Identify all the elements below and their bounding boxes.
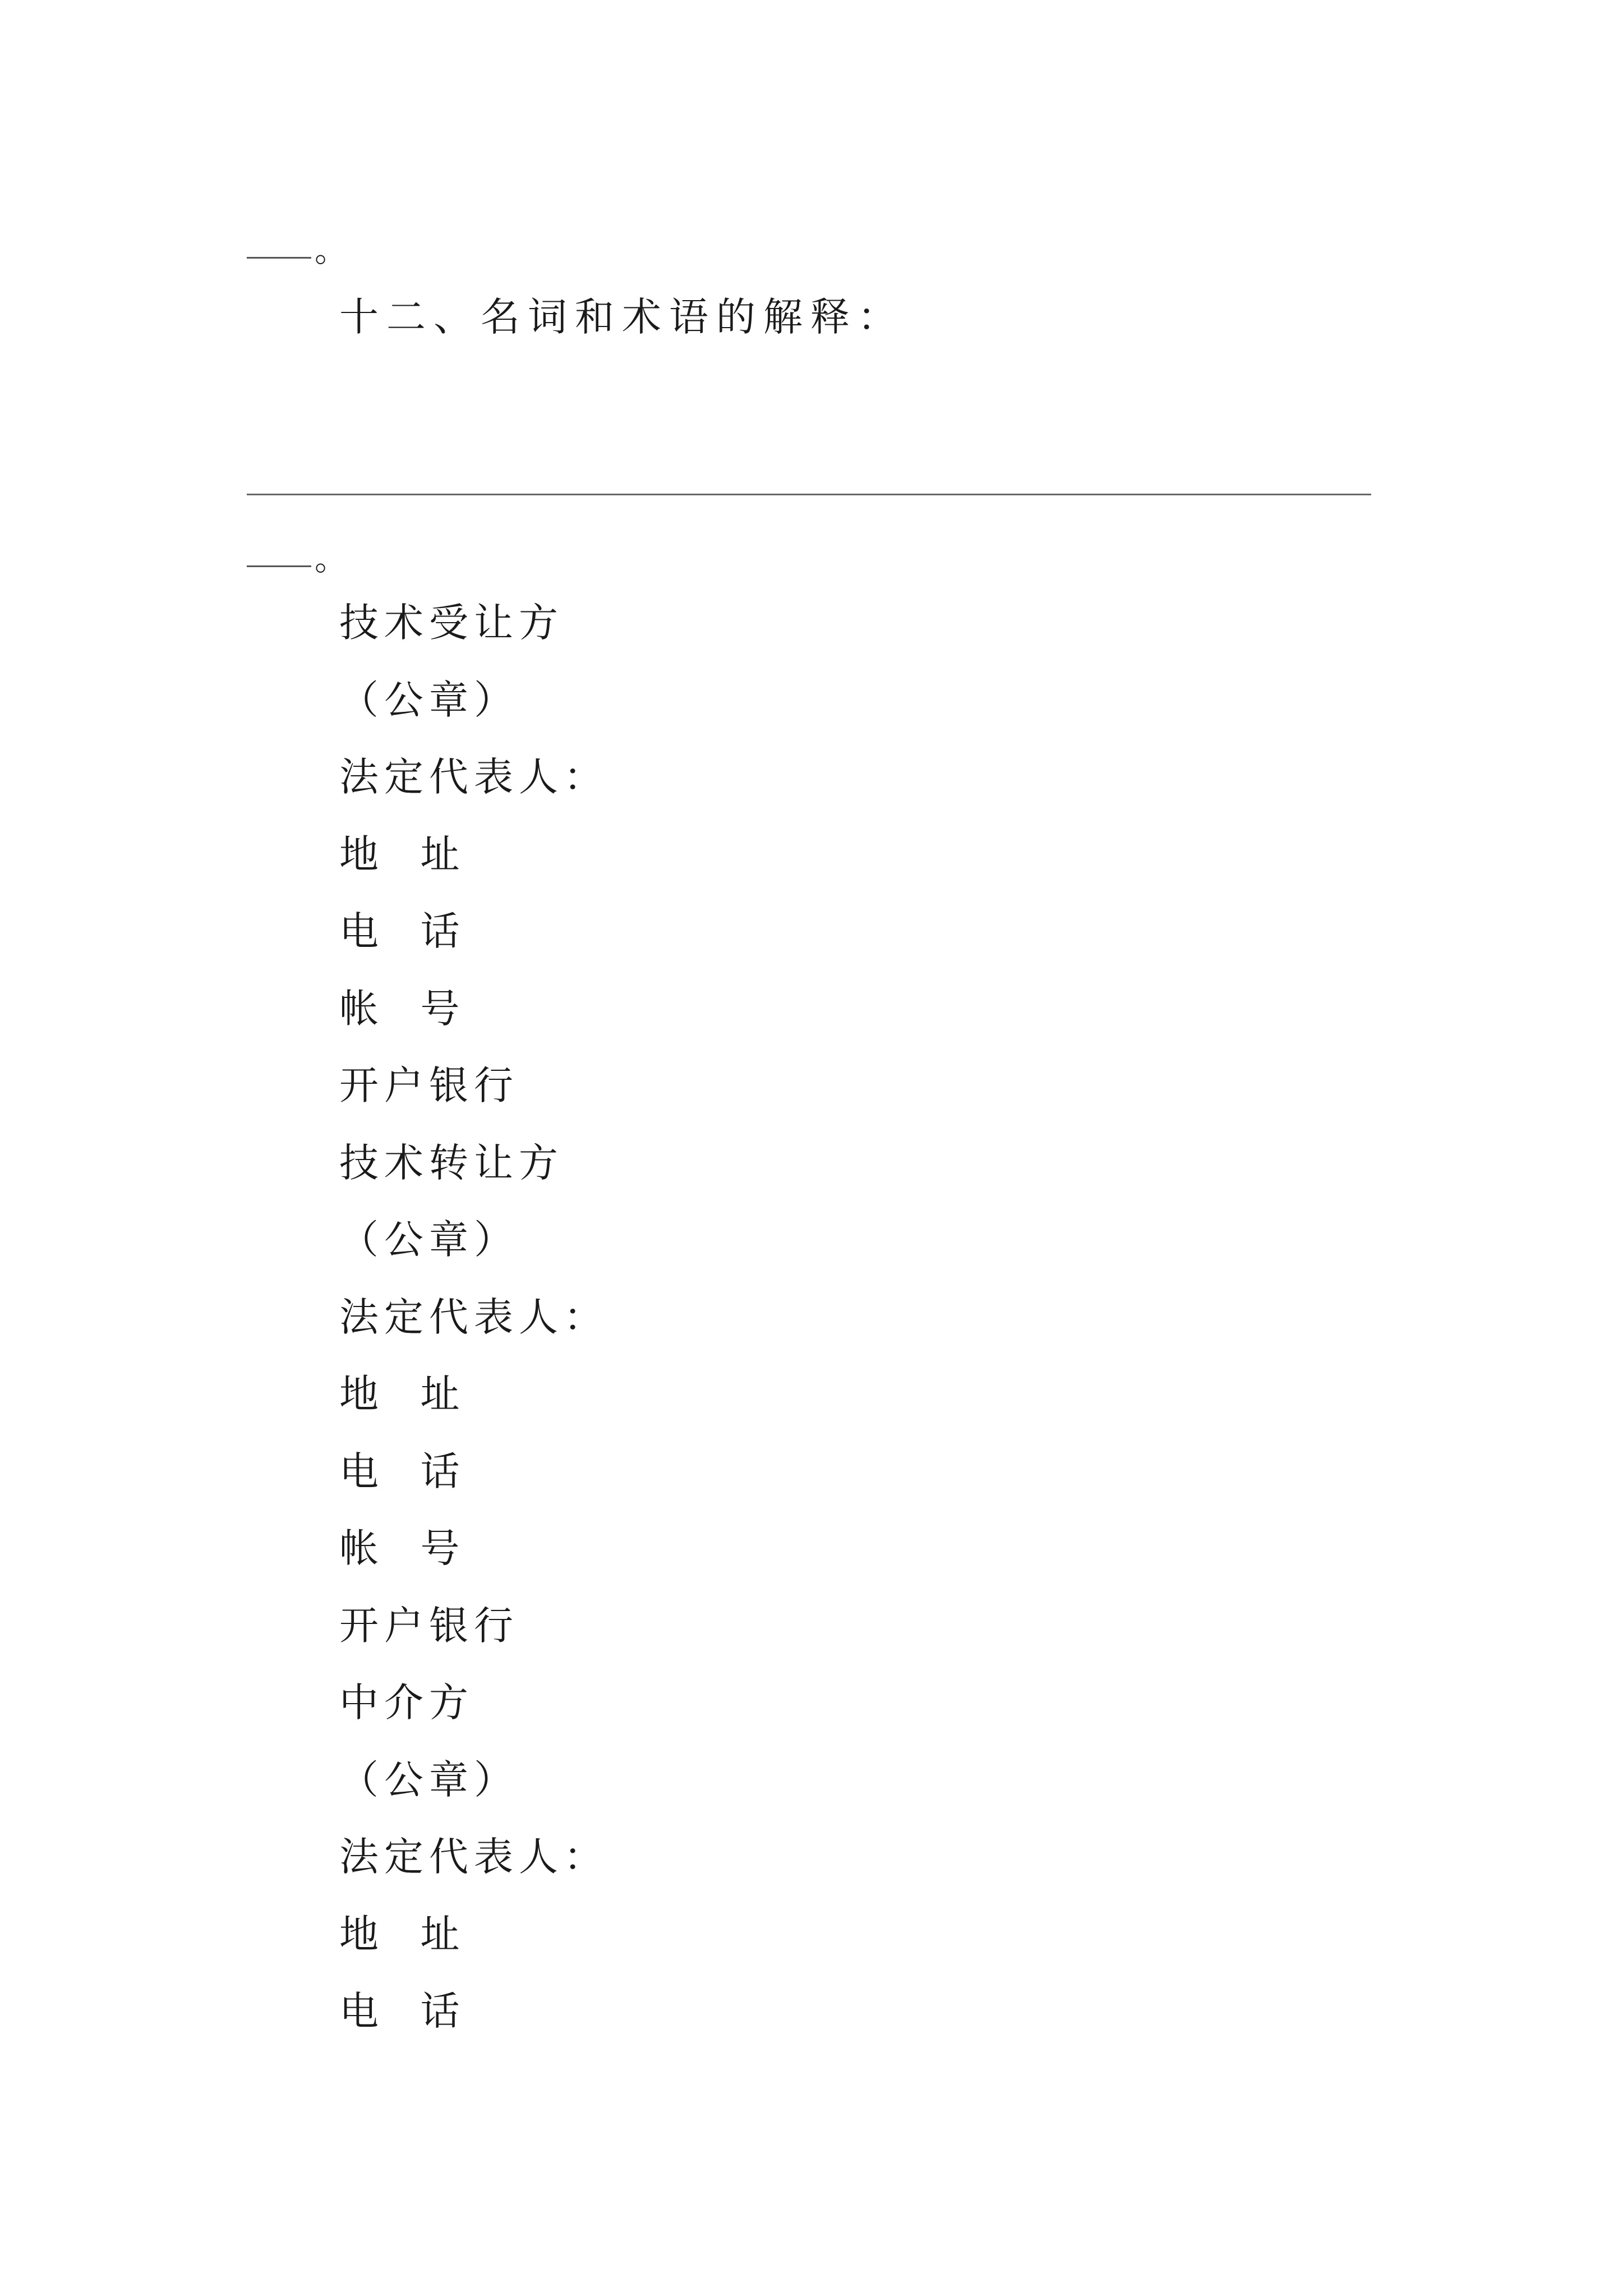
signature-block	[339, 600, 608, 2069]
signature-line: 电 话	[339, 908, 465, 954]
period-mark: 。	[315, 231, 348, 269]
signature-line: 地 址	[339, 1911, 465, 1957]
fill-in-underline	[247, 494, 1371, 495]
signature-line: 法定代表人：	[339, 1294, 608, 1340]
signature-line: 电 话	[339, 1448, 465, 1494]
signature-line: 帐 号	[339, 1525, 465, 1571]
signature-line: 法定代表人：	[339, 754, 608, 800]
signature-line: 中介方	[339, 1680, 474, 1726]
blank-underline	[247, 257, 311, 259]
signature-line: 技术转让方	[339, 1139, 564, 1186]
signature-line: 开户银行	[339, 1062, 519, 1108]
signature-line: 地 址	[339, 1371, 465, 1417]
section-heading: 十二、名词和术语的解释：	[339, 294, 905, 340]
signature-line: （公章）	[339, 677, 519, 723]
signature-line: 地 址	[339, 831, 465, 877]
blank-fill-line-2	[247, 536, 348, 578]
signature-line: 电 话	[339, 1988, 465, 2034]
blank-fill-line-1	[247, 227, 348, 269]
signature-line: （公章）	[339, 1217, 519, 1263]
signature-line: （公章）	[339, 1756, 519, 1803]
signature-line: 帐 号	[339, 985, 465, 1032]
period-mark: 。	[315, 540, 348, 578]
blank-underline	[247, 565, 311, 567]
signature-line: 开户银行	[339, 1602, 519, 1649]
signature-line: 法定代表人：	[339, 1834, 608, 1880]
signature-line: 技术受让方	[339, 600, 564, 646]
